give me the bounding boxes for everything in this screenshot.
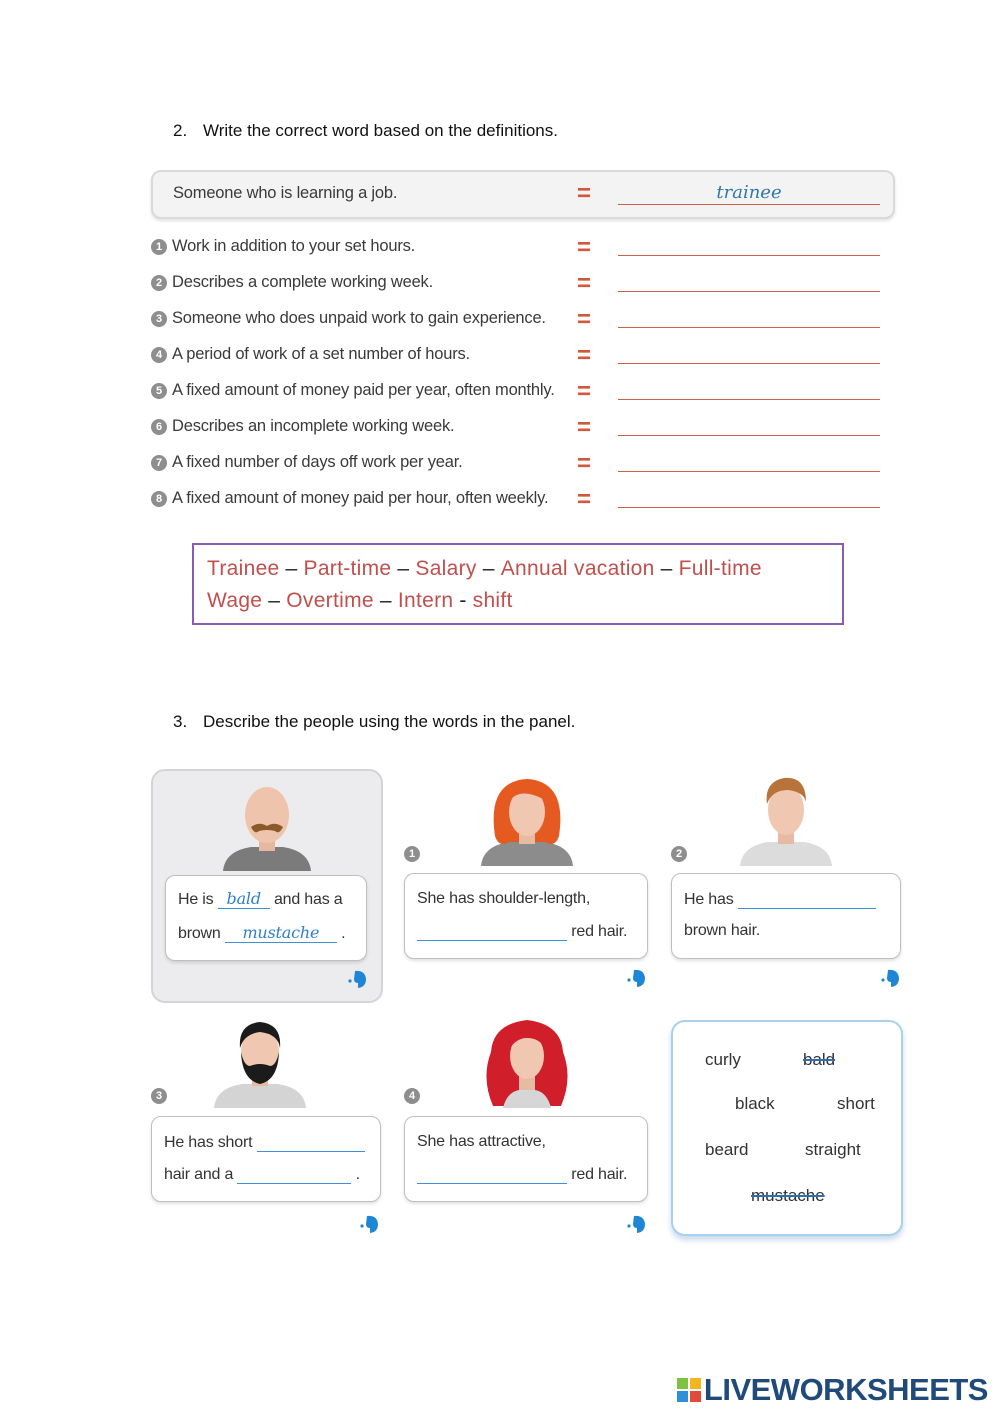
word-part-time: Part-time <box>303 557 392 580</box>
separator: - <box>459 589 467 612</box>
panel-word-short: short <box>837 1094 875 1113</box>
item-number-badge: 3 <box>151 311 167 327</box>
exercise-3-title <box>173 712 575 732</box>
definition-row <box>151 272 891 298</box>
answer-input-1[interactable] <box>618 233 880 256</box>
word-annual-vacation: Annual vacation <box>500 557 655 580</box>
logo-text: LIVEWORKSHEETS <box>703 1372 988 1407</box>
equals-sign: = <box>576 342 591 369</box>
example-definition: Someone who is learning a job. <box>173 184 398 202</box>
example-card <box>151 769 383 1003</box>
definition-text: A fixed amount of money paid per year, often monthly. <box>172 381 555 399</box>
item-number-badge: 4 <box>151 347 167 363</box>
panel-word-curly: curly <box>705 1050 741 1069</box>
panel-word-black: black <box>735 1094 775 1113</box>
speaker-icon[interactable] <box>357 1212 381 1236</box>
separator: – <box>482 557 495 580</box>
definition-text: Work in addition to your set hours. <box>172 237 416 255</box>
word-bank-line-1 <box>207 553 762 585</box>
sentence-text: red hair. <box>571 1166 628 1183</box>
definition-row <box>151 416 891 442</box>
item-number-badge: 2 <box>671 846 687 862</box>
answer-input-4[interactable] <box>417 1165 567 1184</box>
example-speech-bubble <box>165 875 367 961</box>
answer-input-3a[interactable] <box>257 1133 365 1152</box>
definition-text: Someone who does unpaid work to gain experience. <box>172 309 546 327</box>
word-full-time: Full-time <box>678 557 762 580</box>
answer-input-7[interactable] <box>618 449 880 472</box>
sentence-text: hair and a <box>164 1166 234 1183</box>
definition-row <box>151 236 891 262</box>
separator: – <box>285 557 298 580</box>
answer-input-8[interactable] <box>618 485 880 508</box>
exercise-number: 3. <box>173 712 188 731</box>
definition-text: A fixed amount of money paid per hour, often weekly. <box>172 489 549 507</box>
answer-input-6[interactable] <box>618 413 880 436</box>
definition-row <box>151 344 891 370</box>
sentence-text: She has shoulder-length, <box>417 890 591 907</box>
definition-text: Describes a complete working week. <box>172 273 433 291</box>
answer-input-1[interactable] <box>417 922 567 941</box>
sentence-text: He has <box>684 891 734 908</box>
speaker-icon[interactable] <box>345 967 369 991</box>
sentence-text: . <box>341 925 346 942</box>
curly-red-haired-woman-avatar <box>479 1018 575 1108</box>
equals-sign: = <box>576 270 591 297</box>
item-number-badge: 4 <box>404 1088 420 1104</box>
sentence-text: She has attractive, <box>417 1133 546 1150</box>
word-panel <box>671 1020 903 1236</box>
brown-haired-man-avatar <box>738 774 834 866</box>
speaker-icon[interactable] <box>878 966 902 990</box>
equals-sign: = <box>576 414 591 441</box>
sentence-text: He has short <box>164 1134 253 1151</box>
answer-input-2[interactable] <box>738 890 876 909</box>
answer-input-3b[interactable] <box>237 1165 351 1184</box>
word-trainee: Trainee <box>207 557 280 580</box>
answer-blank-mustache: mustache <box>225 924 337 943</box>
item-number-badge: 2 <box>151 275 167 291</box>
exercise-2-title <box>173 121 558 141</box>
word-salary: Salary <box>415 557 477 580</box>
separator: – <box>268 589 281 612</box>
word-overtime: Overtime <box>286 589 374 612</box>
equals-sign: = <box>576 378 591 405</box>
bald-man-avatar <box>221 785 313 871</box>
definition-row <box>151 488 891 514</box>
liveworksheets-logo <box>676 1372 988 1408</box>
equals-sign: = <box>576 306 591 333</box>
equals-sign: = <box>576 180 591 207</box>
exercise-instruction: Describe the people using the words in the panel. <box>203 712 576 731</box>
sentence-text: brown hair. <box>684 922 761 939</box>
sentence-text: red hair. <box>571 923 628 940</box>
item-3-speech-bubble <box>151 1116 381 1202</box>
panel-word-straight: straight <box>805 1140 861 1159</box>
word-shift: shift <box>472 589 513 612</box>
bearded-man-avatar <box>212 1018 308 1108</box>
item-4-speech-bubble <box>404 1116 648 1202</box>
definition-text: A period of work of a set number of hours. <box>172 345 470 363</box>
word-wage: Wage <box>207 589 263 612</box>
sentence-text: brown <box>178 925 221 942</box>
item-number-badge: 3 <box>151 1088 167 1104</box>
sentence-text: . <box>355 1166 360 1183</box>
equals-sign: = <box>576 486 591 513</box>
panel-word-mustache-used: mustache <box>751 1186 825 1205</box>
item-number-badge: 1 <box>151 239 167 255</box>
item-number-badge: 6 <box>151 419 167 435</box>
answer-input-4[interactable] <box>618 341 880 364</box>
exercise-instruction: Write the correct word based on the definitions. <box>203 121 558 140</box>
answer-input-5[interactable] <box>618 377 880 400</box>
definition-row <box>151 380 891 406</box>
definition-row <box>151 452 891 478</box>
definition-text: A fixed number of days off work per year. <box>172 453 463 471</box>
sentence-text: He is <box>178 891 214 908</box>
answer-input-3[interactable] <box>618 305 880 328</box>
answer-blank-bald: bald <box>218 890 270 909</box>
item-number-badge: 1 <box>404 846 420 862</box>
panel-word-beard: beard <box>705 1140 749 1159</box>
item-number-badge: 8 <box>151 491 167 507</box>
exercise-number: 2. <box>173 121 188 140</box>
item-number-badge: 7 <box>151 455 167 471</box>
sentence-text: and has a <box>273 891 343 908</box>
word-bank-line-2 <box>207 585 513 617</box>
separator: – <box>660 557 673 580</box>
example-definition-row <box>151 170 895 219</box>
definition-text: Describes an incomplete working week. <box>172 417 455 435</box>
separator: – <box>379 589 392 612</box>
example-answer: trainee <box>618 182 880 205</box>
word-intern: Intern <box>397 589 454 612</box>
speaker-icon[interactable] <box>624 1212 648 1236</box>
word-bank <box>192 543 844 625</box>
definition-row <box>151 308 891 334</box>
equals-sign: = <box>576 234 591 261</box>
red-haired-woman-avatar <box>479 776 575 866</box>
logo-mark-icon <box>676 1377 702 1403</box>
answer-input-2[interactable] <box>618 269 880 292</box>
item-1-speech-bubble <box>404 873 648 959</box>
item-2-speech-bubble <box>671 873 901 959</box>
separator: – <box>397 557 410 580</box>
panel-word-bald-used: bald <box>803 1050 836 1069</box>
speaker-icon[interactable] <box>624 966 648 990</box>
equals-sign: = <box>576 450 591 477</box>
item-number-badge: 5 <box>151 383 167 399</box>
